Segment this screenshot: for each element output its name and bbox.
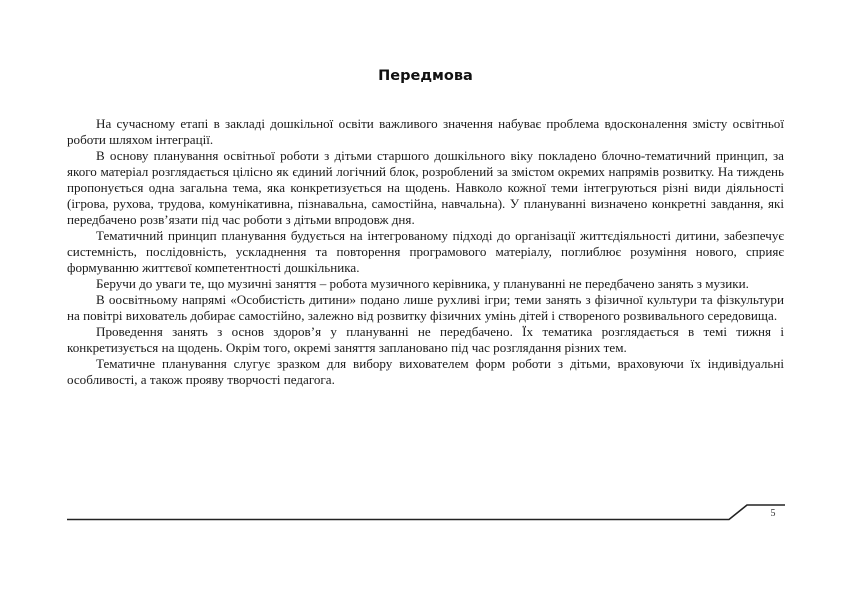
paragraph: Тематичний принцип планування будується на інтегрованому підході до організації життєдіяльності дитини, забезпечує системність, послідовність, ускладнення та повторення програмового матеріалу, поглиблює розуміння нового, сприяє формуванню життєвої компетентності дошкільника.: [67, 228, 784, 275]
paragraph: В оосвітньому напрямі «Особистість дитини» подано лише рухливі ігри; теми занять з фізичної культури та фізкультури на повітрі вихователь добирає самостійно, залежно від розвитку фізичних умінь дітей і створеного розвивального середовища.: [67, 292, 784, 323]
paragraph: В основу планування освітньої роботи з дітьми старшого дошкільного віку покладено блочно-тематичний принцип, за якого матеріал розглядається цілісно як єдиний логічний блок, розроблений за змістом окремих напрямів розвитку. На тиждень пропонується одна загальна тема, яка конкретизується на щодень. Навколо кожної теми інтегруються різні види діяльності (ігрова, рухова, трудова, комунікативна, пізнавальна, самостійна, навчальна). У плануванні визначено конкретні завдання, які передбачено розв’язати під час роботи з дітьми впродовж дня.: [67, 148, 784, 227]
paragraph: Проведення занять з основ здоров’я у плануванні не передбачено. Їх тематика розглядається в темі тижня і конкретизується на щодень. Окрім того, окремі заняття заплановано під час розглядання різних тем.: [67, 324, 784, 355]
page-title: Передмова: [378, 68, 473, 84]
paragraph: Беручи до уваги те, що музичні заняття – робота музичного керівника, у плануванні не передбачено занять з музики.: [96, 276, 749, 291]
paragraph: Тематичне планування слугує зразком для вибору вихователем форм роботи з дітьми, враховуючи їх індивідуальні особливості, а також прояву творчості педагога.: [67, 356, 784, 387]
page-number: 5: [770, 508, 776, 519]
paragraph: На сучасному етапі в закладі дошкільної освіти важливого значення набуває проблема вдосконалення змісту освітньої роботи шляхом інтеграції.: [67, 116, 784, 147]
